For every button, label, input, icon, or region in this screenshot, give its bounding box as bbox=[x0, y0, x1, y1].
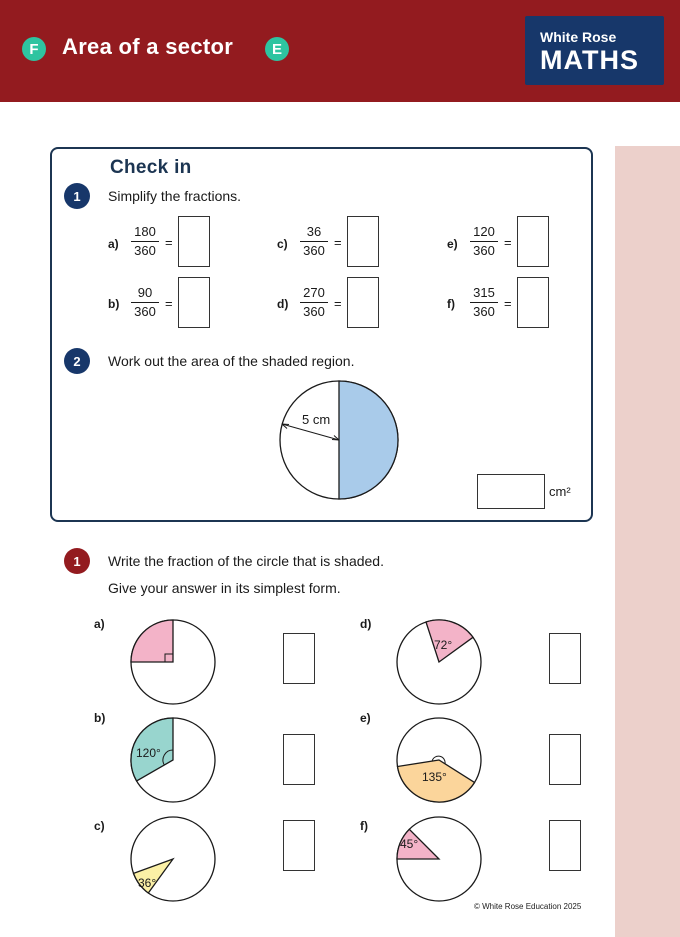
equals-sign: = bbox=[165, 296, 173, 311]
tier-badge-left: F bbox=[22, 37, 46, 61]
numerator: 120 bbox=[473, 224, 495, 239]
fraction-a bbox=[130, 224, 160, 259]
equals-sign: = bbox=[334, 235, 342, 250]
numerator: 270 bbox=[303, 285, 325, 300]
numerator: 180 bbox=[134, 224, 156, 239]
denominator: 360 bbox=[134, 243, 156, 258]
circle-e bbox=[394, 715, 484, 805]
part-label-e: e) bbox=[360, 711, 371, 725]
circle-f bbox=[394, 814, 484, 904]
fraction-e bbox=[469, 224, 499, 259]
part-label-d: d) bbox=[360, 617, 372, 631]
part-label-b: b) bbox=[94, 711, 106, 725]
check-in-q1-number: 1 bbox=[64, 183, 90, 209]
part-label-f: f) bbox=[360, 819, 368, 833]
circle-a bbox=[128, 617, 218, 707]
circle-c bbox=[128, 814, 218, 904]
angle-label: 135° bbox=[422, 770, 447, 784]
page-title: Area of a sector bbox=[62, 34, 234, 59]
answer-box-a[interactable] bbox=[283, 633, 315, 684]
answer-box-f[interactable] bbox=[517, 277, 549, 328]
check-in-q2-text: Work out the area of the shaded region. bbox=[108, 353, 355, 369]
answer-box-f[interactable] bbox=[549, 820, 581, 871]
fraction-d bbox=[299, 285, 329, 320]
shaded-semicircle bbox=[339, 381, 398, 499]
angle-label: 45° bbox=[400, 837, 419, 851]
check-in-title: Check in bbox=[110, 157, 192, 178]
angle-label: 72° bbox=[434, 638, 453, 652]
main-q1-line2: Give your answer in its simplest form. bbox=[108, 580, 341, 596]
shaded-sector bbox=[131, 620, 173, 662]
answer-box-a[interactable] bbox=[178, 216, 210, 267]
answer-box-e[interactable] bbox=[517, 216, 549, 267]
equals-sign: = bbox=[334, 296, 342, 311]
answer-box-d[interactable] bbox=[347, 277, 379, 328]
fraction-label-b: b) bbox=[108, 297, 120, 311]
part-label-c: c) bbox=[94, 819, 105, 833]
equals-sign: = bbox=[165, 235, 173, 250]
part-label-a: a) bbox=[94, 617, 105, 631]
main-q1-number: 1 bbox=[64, 548, 90, 574]
denominator: 360 bbox=[473, 304, 495, 319]
copyright-footer: © White Rose Education 2025 bbox=[474, 902, 582, 911]
angle-label: 120° bbox=[136, 746, 161, 760]
angle-label: 36° bbox=[138, 876, 157, 890]
fraction-label-c: c) bbox=[277, 237, 288, 251]
fraction-b bbox=[130, 285, 160, 320]
area-answer-box[interactable] bbox=[477, 474, 545, 509]
fraction-label-f: f) bbox=[447, 297, 455, 311]
logo-line2: MATHS bbox=[540, 45, 639, 75]
answer-box-d[interactable] bbox=[549, 633, 581, 684]
fraction-label-e: e) bbox=[447, 237, 458, 251]
denominator: 360 bbox=[303, 243, 325, 258]
fraction-label-d: d) bbox=[277, 297, 289, 311]
check-in-q1-text: Simplify the fractions. bbox=[108, 188, 242, 204]
numerator: 36 bbox=[306, 224, 322, 239]
numerator: 90 bbox=[137, 285, 153, 300]
answer-box-c[interactable] bbox=[347, 216, 379, 267]
radius-label: 5 cm bbox=[302, 412, 331, 427]
circle-d bbox=[394, 617, 484, 707]
equals-sign: = bbox=[504, 235, 512, 250]
check-in-q2-number: 2 bbox=[64, 348, 90, 374]
answer-box-b[interactable] bbox=[178, 277, 210, 328]
logo-line1: White Rose bbox=[540, 29, 617, 45]
circle-b bbox=[128, 715, 218, 805]
denominator: 360 bbox=[473, 243, 495, 258]
fraction-f bbox=[469, 285, 499, 320]
equals-sign: = bbox=[504, 296, 512, 311]
answer-box-e[interactable] bbox=[549, 734, 581, 785]
side-margin bbox=[615, 146, 680, 937]
answer-box-b[interactable] bbox=[283, 734, 315, 785]
area-unit: cm² bbox=[549, 484, 571, 499]
answer-box-c[interactable] bbox=[283, 820, 315, 871]
denominator: 360 bbox=[303, 304, 325, 319]
numerator: 315 bbox=[473, 285, 495, 300]
denominator: 360 bbox=[134, 304, 156, 319]
main-q1-line1: Write the fraction of the circle that is shaded. bbox=[108, 553, 384, 569]
fraction-label-a: a) bbox=[108, 237, 119, 251]
semicircle-diagram bbox=[270, 372, 410, 508]
tier-badge-right: E bbox=[265, 37, 289, 61]
fraction-c bbox=[299, 224, 329, 259]
